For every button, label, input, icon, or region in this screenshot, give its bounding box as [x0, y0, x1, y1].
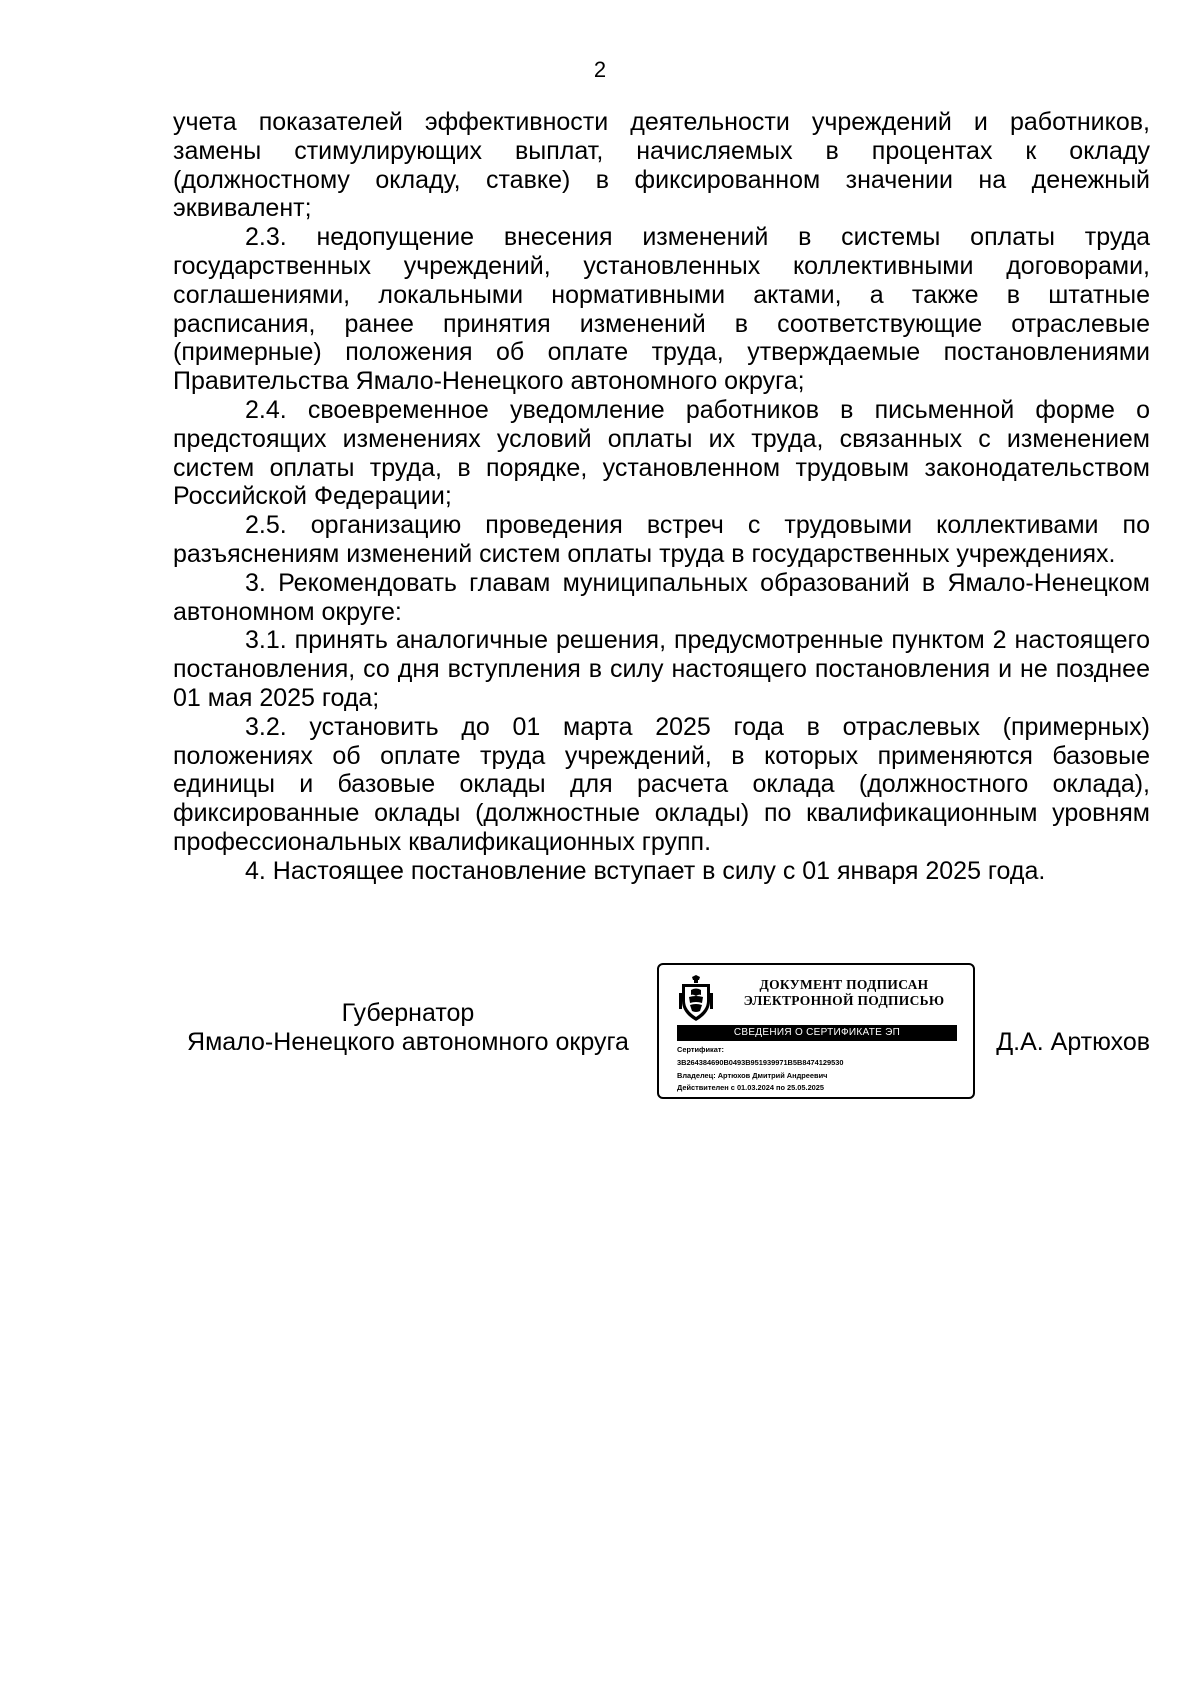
stamp-heading: [721, 977, 967, 1009]
stamp-heading-line1: ДОКУМЕНТ ПОДПИСАН: [759, 977, 929, 992]
paragraph-2-5: 2.5. организацию проведения встреч с трудовыми коллективами по разъяснениям изменений систем оплаты труда в государственных учреждениях.: [173, 511, 1150, 568]
paragraph-2-3: 2.3. недопущение внесения изменений в системы оплаты труда государственных учреждений, установленных коллективными договорами, соглашениями, локальными нормативными актами, а также в штатные расписания, ранее принятия изменений в соответствующие отраслевые (примерные) положения об оплате труда, утверждаемые постановлениями Правительства Ямало-Ненецкого автономного округа;: [173, 223, 1150, 396]
paragraph-3-1: 3.1. принять аналогичные решения, предусмотренные пунктом 2 настоящего постановления, со дня вступления в силу настоящего постановления и не позднее 01 мая 2025 года;: [173, 626, 1150, 712]
document-body: [173, 108, 1150, 886]
paragraph-3-2: 3.2. установить до 01 марта 2025 года в отраслевых (примерных) положениях об оплате труда учреждений, в которых применяются базовые единицы и базовые оклады для расчета оклада (должностного оклада), фиксированные оклады (должностные оклады) по квалификационным уровням профессиональных квалификационных групп.: [173, 712, 1150, 856]
certificate-owner: Владелец: Артюхов Дмитрий Андреевич: [677, 1070, 828, 1080]
signatory-title-line2: Ямало-Ненецкого автономного округа: [187, 1027, 629, 1056]
paragraph-continuation: учета показателей эффективности деятельности учреждений и работников, замены стимулирующих выплат, начисляемых в процентах к окладу (должностному окладу, ставке) в фиксированном значении на денежный эквивалент;: [173, 108, 1150, 223]
signatory-title: [173, 999, 643, 1057]
signatory-title-line1: Губернатор: [341, 999, 475, 1027]
electronic-signature-stamp: [657, 963, 975, 1099]
signatory-name: Д.А. Артюхов: [996, 1028, 1150, 1056]
certificate-info-bar: СВЕДЕНИЯ О СЕРТИФИКАТЕ ЭП: [677, 1025, 957, 1041]
certificate-label: Сертификат:: [677, 1045, 724, 1054]
certificate-number: 3B264384690B0493B951939971B5B8474129530: [677, 1057, 844, 1067]
page-number: 2: [593, 57, 607, 82]
signature-block: [173, 963, 1150, 1113]
certificate-details: [677, 1044, 961, 1095]
paragraph-2-4: 2.4. своевременное уведомление работников в письменной форме о предстоящих изменениях условий оплаты их труда, связанных с изменением систем оплаты труда, в порядке, установленном трудовым законодательством Российской Федерации;: [173, 395, 1150, 511]
coat-of-arms-emblem-icon: [677, 975, 715, 1023]
stamp-heading-line2: ЭЛЕКТРОННОЙ ПОДПИСЬЮ: [743, 993, 945, 1008]
paragraph-4: 4. Настоящее постановление вступает в силу с 01 января 2025 года.: [245, 856, 1046, 885]
certificate-validity: Действителен с 01.03.2024 по 25.05.2025: [677, 1083, 825, 1093]
paragraph-3: 3. Рекомендовать главам муниципальных образований в Ямало-Ненецком автономном округе:: [173, 568, 1150, 626]
